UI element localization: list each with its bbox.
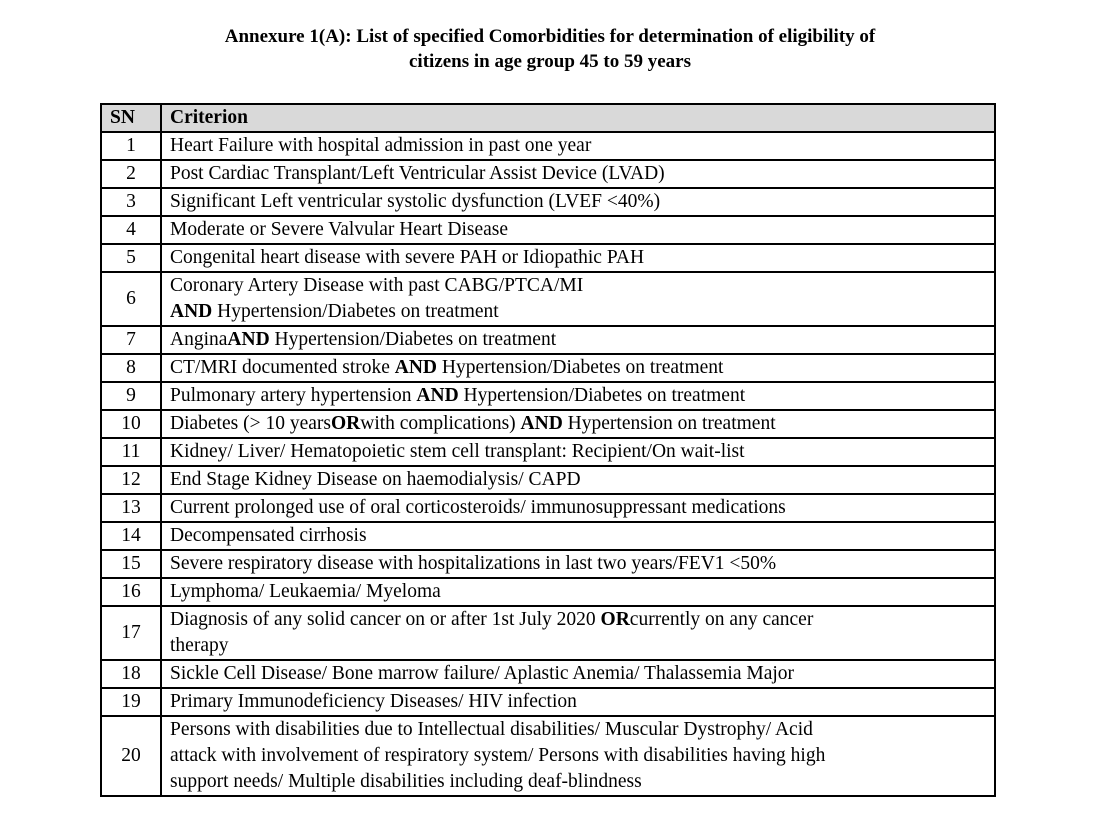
document-title-line2: citizens in age group 45 to 59 years: [409, 51, 691, 72]
criterion-cell: Diabetes (> 10 yearsORwith complications) AND Hypertension on treatment: [161, 410, 995, 438]
table-row: [101, 382, 995, 410]
table-row: [101, 466, 995, 494]
comorbidity-table: [100, 103, 996, 797]
criterion-cell: Persons with disabilities due to Intellectual disabilities/ Muscular Dystrophy/ Acid attack with involvement of respiratory system/ Persons with disabilities having high support needs/ Multiple disabilities including deaf-blindness: [161, 716, 995, 796]
criterion-cell: Moderate or Severe Valvular Heart Disease: [161, 216, 995, 244]
criterion-header-cell: Criterion: [161, 104, 995, 132]
table-row: [101, 354, 995, 382]
table-row: [101, 550, 995, 578]
criterion-cell: Heart Failure with hospital admission in past one year: [161, 132, 995, 160]
table-row: [101, 688, 995, 716]
sn-cell: 20: [101, 716, 161, 796]
table-header-row: [101, 104, 995, 132]
table-row: [101, 216, 995, 244]
criterion-cell: Sickle Cell Disease/ Bone marrow failure/ Aplastic Anemia/ Thalassemia Major: [161, 660, 995, 688]
sn-cell: 1: [101, 132, 161, 160]
criterion-cell: Congenital heart disease with severe PAH or Idiopathic PAH: [161, 244, 995, 272]
sn-cell: 19: [101, 688, 161, 716]
table-row: [101, 606, 995, 660]
criterion-cell: CT/MRI documented stroke AND Hypertension/Diabetes on treatment: [161, 354, 995, 382]
criterion-cell: Current prolonged use of oral corticosteroids/ immunosuppressant medications: [161, 494, 995, 522]
sn-cell: 16: [101, 578, 161, 606]
table-row: [101, 494, 995, 522]
criterion-cell: Pulmonary artery hypertension AND Hypertension/Diabetes on treatment: [161, 382, 995, 410]
criterion-cell: Decompensated cirrhosis: [161, 522, 995, 550]
sn-cell: 10: [101, 410, 161, 438]
sn-cell: 17: [101, 606, 161, 660]
criterion-cell: Coronary Artery Disease with past CABG/PTCA/MI AND Hypertension/Diabetes on treatment: [161, 272, 995, 326]
table-body: [101, 132, 995, 796]
table-row: [101, 132, 995, 160]
criterion-cell: Diagnosis of any solid cancer on or after 1st July 2020 ORcurrently on any cancer therapy: [161, 606, 995, 660]
sn-cell: 15: [101, 550, 161, 578]
sn-cell: 3: [101, 188, 161, 216]
sn-cell: 18: [101, 660, 161, 688]
criterion-cell: Severe respiratory disease with hospitalizations in last two years/FEV1 <50%: [161, 550, 995, 578]
sn-cell: 2: [101, 160, 161, 188]
criterion-cell: End Stage Kidney Disease on haemodialysis/ CAPD: [161, 466, 995, 494]
sn-cell: 13: [101, 494, 161, 522]
sn-cell: 9: [101, 382, 161, 410]
sn-cell: 8: [101, 354, 161, 382]
sn-cell: 6: [101, 272, 161, 326]
criterion-cell: AnginaAND Hypertension/Diabetes on treatment: [161, 326, 995, 354]
criterion-cell: Primary Immunodeficiency Diseases/ HIV infection: [161, 688, 995, 716]
criterion-cell: Lymphoma/ Leukaemia/ Myeloma: [161, 578, 995, 606]
table-row: [101, 188, 995, 216]
table-row: [101, 716, 995, 796]
document-title-line1: Annexure 1(A): List of specified Comorbidities for determination of eligibility of: [224, 26, 876, 47]
criterion-cell: Kidney/ Liver/ Hematopoietic stem cell transplant: Recipient/On wait-list: [161, 438, 995, 466]
table-row: [101, 244, 995, 272]
table-row: [101, 272, 995, 326]
table-row: [101, 660, 995, 688]
document-title: [0, 0, 1100, 74]
table-row: [101, 578, 995, 606]
table-row: [101, 522, 995, 550]
sn-cell: 12: [101, 466, 161, 494]
table-row: [101, 326, 995, 354]
criterion-cell: Significant Left ventricular systolic dysfunction (LVEF <40%): [161, 188, 995, 216]
table-row: [101, 410, 995, 438]
sn-cell: 4: [101, 216, 161, 244]
sn-cell: 5: [101, 244, 161, 272]
sn-cell: 7: [101, 326, 161, 354]
sn-header-cell: SN: [101, 104, 161, 132]
criterion-cell: Post Cardiac Transplant/Left Ventricular Assist Device (LVAD): [161, 160, 995, 188]
sn-cell: 14: [101, 522, 161, 550]
table-row: [101, 438, 995, 466]
sn-cell: 11: [101, 438, 161, 466]
table-row: [101, 160, 995, 188]
